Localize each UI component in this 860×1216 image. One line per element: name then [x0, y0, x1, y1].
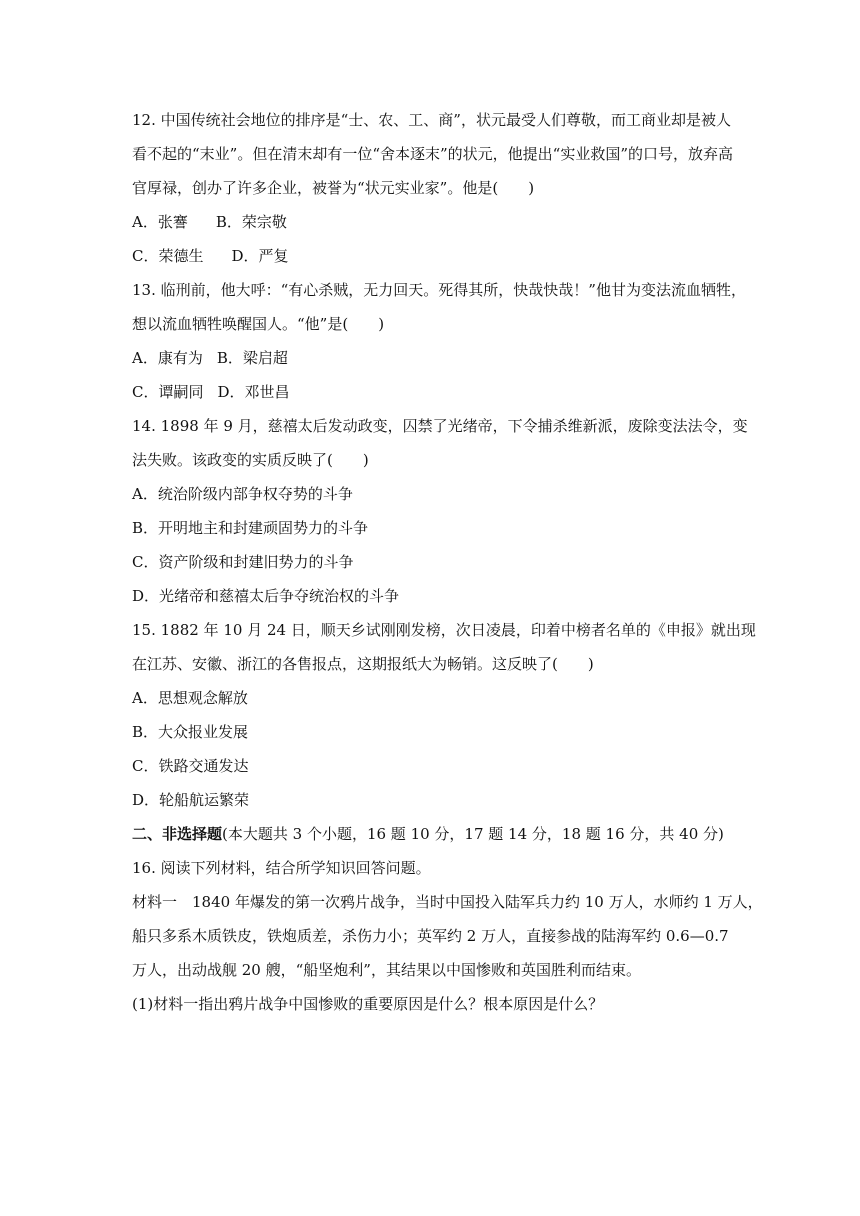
q12-option-c[interactable]: C．荣德生 — [132, 247, 204, 265]
q15-option-a[interactable]: A．思想观念解放 — [132, 689, 248, 707]
q14-option-d[interactable]: D．光绪帝和慈禧太后争夺统治权的斗争 — [132, 587, 400, 605]
section-2-title: 二、非选择题 — [132, 825, 223, 843]
q15-stem-line-1: 15. 1882 年 10 月 24 日，顺天乡试刚刚发榜，次日凌晨，印着中榜者名单的《申报》就出现 — [132, 621, 756, 639]
q14-option-b[interactable]: B．开明地主和封建顽固势力的斗争 — [132, 519, 369, 537]
q13-option-d[interactable]: D．邓世昌 — [217, 383, 290, 401]
q12-options-row-1 — [132, 205, 732, 239]
q13-stem-line-2: 想以流血牺牲唤醒国人。“他”是( ) — [132, 315, 385, 333]
q16-subquestion-1: (1)材料一指出鸦片战争中国惨败的重要原因是什么？根本原因是什么？ — [132, 995, 604, 1013]
q15-stem-line-2: 在江苏、安徽、浙江的各售报点，这期报纸大为畅销。这反映了( ) — [132, 655, 594, 673]
q16-material-1-line-3: 万人，出动战舰 20 艘，“船坚炮利”，其结果以中国惨败和英国胜利而结束。 — [132, 961, 641, 979]
question-13 — [132, 273, 746, 409]
q12-option-d[interactable]: D．严复 — [231, 247, 289, 265]
q14-stem-line-1: 14. 1898 年 9 月，慈禧太后发动政变，囚禁了光绪帝，下令捕杀维新派，废除变法法令，变 — [132, 417, 748, 435]
q15-option-d[interactable]: D．轮船航运繁荣 — [132, 791, 250, 809]
q13-stem-line-1: 13. 临刑前，他大呼：“有心杀贼，无力回天。死得其所，快哉快哉！”他甘为变法流血牺牲， — [132, 281, 746, 299]
q16-stem: 16. 阅读下列材料，结合所学知识回答问题。 — [132, 859, 431, 877]
section-2-description: (本大题共 3 个小题，16 题 10 分，17 题 14 分，18 题 16 分，共 40 分) — [222, 825, 724, 843]
question-16 — [132, 851, 763, 1021]
q14-option-a[interactable]: A．统治阶级内部争权夺势的斗争 — [132, 485, 353, 503]
q13-option-c[interactable]: C．谭嗣同 — [132, 383, 204, 401]
q16-material-1-line-2: 船只多系木质铁皮，铁炮质差，杀伤力小；英军约 2 万人，直接参战的陆海军约 0.6—0.7 — [132, 927, 729, 945]
q13-options-row-1 — [132, 341, 732, 375]
question-15 — [132, 613, 756, 817]
q13-options-row-2 — [132, 375, 732, 409]
q12-option-a[interactable]: A．张謇 — [132, 213, 188, 231]
question-14 — [132, 409, 748, 613]
q14-option-c[interactable]: C．资产阶级和封建旧势力的斗争 — [132, 553, 354, 571]
section-2-heading — [132, 817, 732, 851]
q13-option-b[interactable]: B．梁启超 — [216, 349, 288, 367]
q12-stem-line-1: 12. 中国传统社会地位的排序是“士、农、工、商”，状元最受人们尊敬，而工商业却是被人 — [132, 111, 731, 129]
q15-option-c[interactable]: C．铁路交通发达 — [132, 757, 249, 775]
q12-stem-line-2: 看不起的“末业”。但在清末却有一位“舍本逐末”的状元，他提出“实业救国”的口号，放弃高 — [132, 145, 734, 163]
q15-option-b[interactable]: B．大众报业发展 — [132, 723, 249, 741]
q14-stem-line-2: 法失败。该政变的实质反映了( ) — [132, 451, 369, 469]
q13-option-a[interactable]: A．康有为 — [132, 349, 203, 367]
q12-option-b[interactable]: B．荣宗敬 — [215, 213, 287, 231]
q12-options-row-2 — [132, 239, 732, 273]
q16-material-1-line-1: 材料一 1840 年爆发的第一次鸦片战争，当时中国投入陆军兵力约 10 万人，水师约 1 万人， — [132, 893, 763, 911]
q12-stem-line-3: 官厚禄，创办了许多企业，被誉为“状元实业家”。他是( ) — [132, 179, 535, 197]
question-12 — [132, 103, 732, 273]
